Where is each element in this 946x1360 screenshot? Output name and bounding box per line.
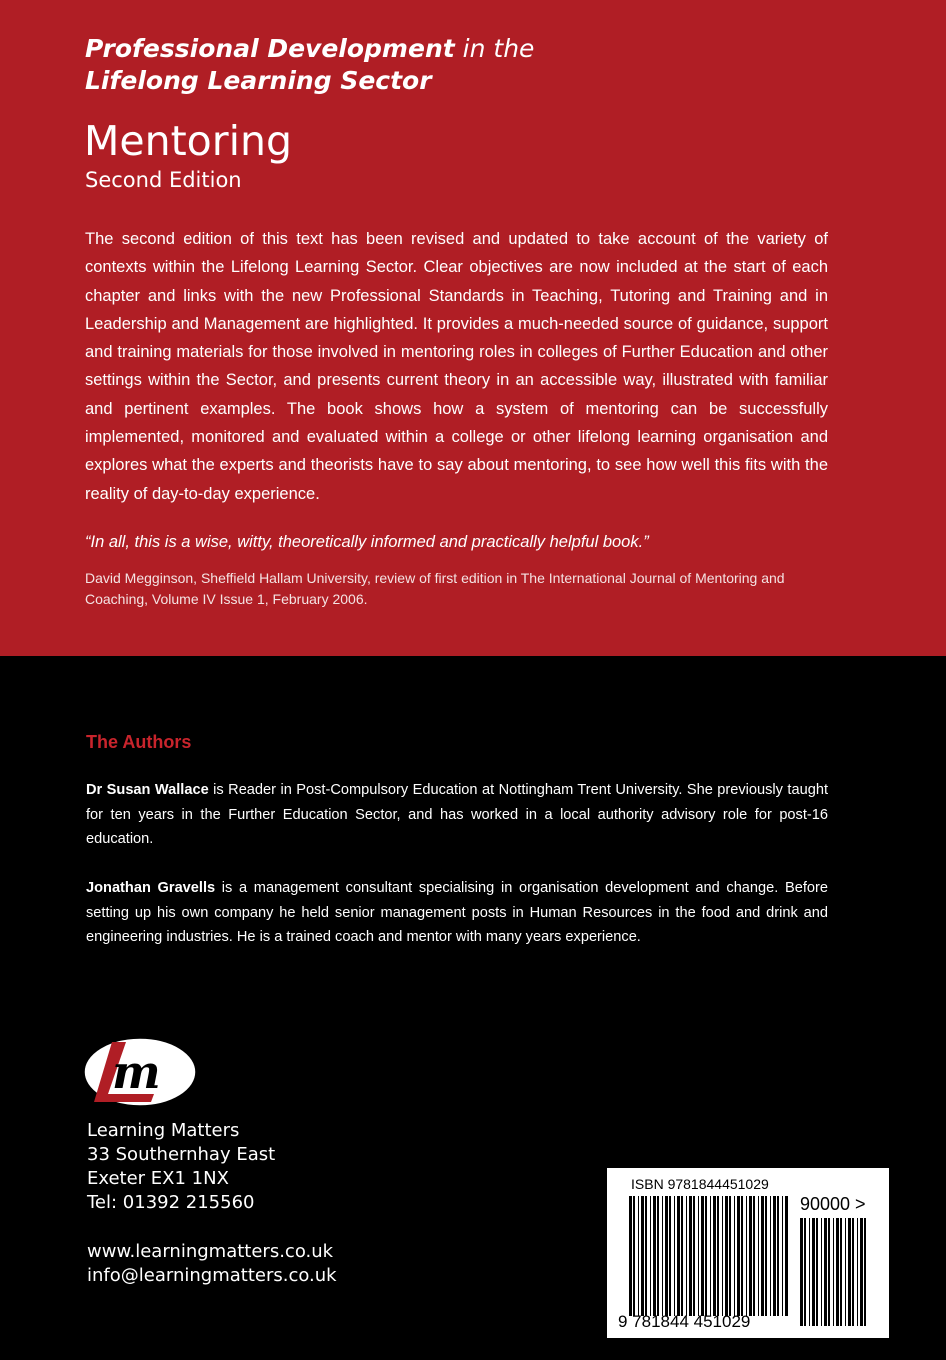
- publisher-city: Exeter EX1 1NX: [87, 1168, 229, 1189]
- series-title-line-2: Lifelong Learning Sector: [85, 66, 432, 95]
- publisher-street: 33 Southernhay East: [87, 1144, 276, 1165]
- red-cover-panel: [0, 0, 946, 656]
- author-name-wallace: Dr Susan Wallace: [86, 782, 209, 798]
- isbn-barcode: [607, 1168, 889, 1338]
- barcode-price-code: 90000 >: [800, 1194, 866, 1214]
- series-title-bold: Professional Development: [85, 34, 455, 63]
- book-blurb: The second edition of this text has been revised and updated to take account of the variety of contexts within the Lifelong Learning Sector. Clear objectives are now included at the start of each chapter and links with the new Professional Standards in Teaching, Tutoring and Training and in Leadership and Management are highlighted. It provides a much-needed source of guidance, support and training materials for those involved in mentoring roles in colleges of Further Education and other settings within the Sector, and presents current theory in an accessible way, illustrated with familiar and pertinent examples. The book shows how a system of mentoring can be successfully implemented, monitored and evaluated within a college or other lifelong learning organisation and explores what the experts and theorists have to say about mentoring, to see how well this fits with the reality of day-to-day experience.: [85, 230, 828, 503]
- isbn-label: ISBN 9781844451029: [631, 1176, 769, 1192]
- series-title-thin: in the: [454, 34, 535, 63]
- book-title: Mentoring: [84, 117, 293, 165]
- learning-matters-logo: [82, 1036, 198, 1108]
- barcode-number: 9 781844 451029: [618, 1312, 751, 1331]
- review-source: David Megginson, Sheffield Hallam University, review of first edition in The International Journal of Mentoring and Coaching, Volume IV Issue 1, February 2006.: [85, 570, 785, 607]
- book-edition: Second Edition: [85, 168, 242, 192]
- author-bio-gravells: [86, 876, 828, 950]
- logo-m-letter: m: [112, 1045, 161, 1099]
- author-bio-text-gravells: is a management consultant specialising in organisation development and change. Before setting up his own company he held senior management posts in Human Resources in the food and drink and engineering industries. He is a trained coach and mentor with many years experience.: [86, 880, 828, 946]
- publisher-name: Learning Matters: [87, 1120, 240, 1141]
- author-bio-wallace: [86, 778, 828, 852]
- authors-heading: The Authors: [86, 732, 192, 752]
- publisher-tel: Tel: 01392 215560: [87, 1192, 255, 1213]
- publisher-email: info@learningmatters.co.uk: [87, 1265, 337, 1286]
- author-bio-text-wallace: is Reader in Post-Compulsory Education at Nottingham Trent University. She previously taught for ten years in the Further Education Sector, and has worked in a local authority advisory role for post-16 education.: [86, 782, 828, 848]
- publisher-website: www.learningmatters.co.uk: [87, 1241, 334, 1262]
- series-title-line-1: [85, 33, 534, 65]
- author-name-gravells: Jonathan Gravells: [86, 880, 216, 896]
- review-quote: “In all, this is a wise, witty, theoretically informed and practically helpful book.”: [85, 533, 649, 551]
